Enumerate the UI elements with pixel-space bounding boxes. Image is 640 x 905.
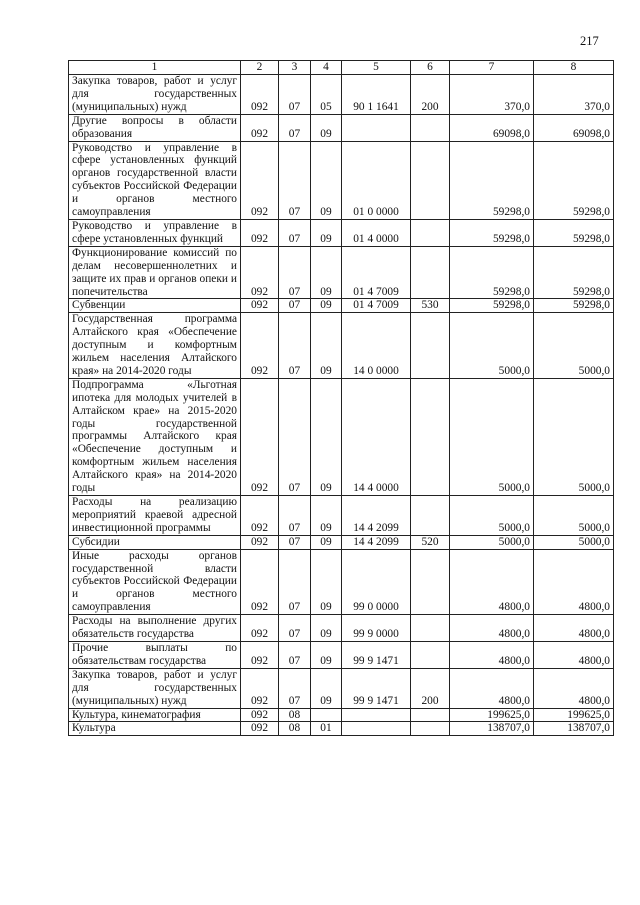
cell-amount-2: 370,0 [534, 75, 614, 115]
cell-expense-type [411, 141, 450, 219]
cell-amount-1: 5000,0 [450, 496, 534, 536]
cell-expense-type [411, 219, 450, 246]
cell-admin-code: 092 [241, 246, 279, 299]
cell-admin-code: 092 [241, 219, 279, 246]
cell-name: Закупка товаров, работ и услуг для государственных (муниципальных) нужд [69, 668, 241, 708]
budget-table [68, 60, 614, 736]
cell-section: 07 [279, 668, 311, 708]
cell-section: 07 [279, 378, 311, 495]
cell-subsection: 09 [311, 114, 342, 141]
cell-admin-code: 092 [241, 549, 279, 615]
cell-amount-1: 4800,0 [450, 668, 534, 708]
cell-subsection: 09 [311, 219, 342, 246]
cell-target-article: 01 4 7009 [342, 299, 411, 313]
table-row [69, 549, 614, 615]
cell-admin-code: 092 [241, 641, 279, 668]
cell-expense-type [411, 378, 450, 495]
cell-amount-1: 5000,0 [450, 313, 534, 379]
cell-name: Другие вопросы в области образования [69, 114, 241, 141]
cell-section: 07 [279, 114, 311, 141]
cell-section: 07 [279, 549, 311, 615]
cell-admin-code: 092 [241, 496, 279, 536]
table-row [69, 496, 614, 536]
table-body [69, 75, 614, 736]
cell-admin-code: 092 [241, 535, 279, 549]
table-row [69, 141, 614, 219]
table-row [69, 313, 614, 379]
cell-section: 07 [279, 299, 311, 313]
table-row [69, 535, 614, 549]
cell-subsection: 09 [311, 246, 342, 299]
cell-section: 07 [279, 641, 311, 668]
table-row [69, 219, 614, 246]
cell-section: 07 [279, 219, 311, 246]
cell-amount-1: 59298,0 [450, 219, 534, 246]
cell-admin-code: 092 [241, 114, 279, 141]
cell-amount-2: 138707,0 [534, 722, 614, 736]
table-row [69, 615, 614, 642]
cell-amount-1: 59298,0 [450, 299, 534, 313]
cell-subsection: 09 [311, 299, 342, 313]
cell-subsection: 09 [311, 615, 342, 642]
cell-target-article: 01 0 0000 [342, 141, 411, 219]
cell-amount-2: 5000,0 [534, 378, 614, 495]
cell-target-article: 99 9 1471 [342, 668, 411, 708]
cell-target-article: 14 0 0000 [342, 313, 411, 379]
header-col-4: 4 [311, 61, 342, 75]
cell-subsection: 09 [311, 535, 342, 549]
cell-amount-1: 69098,0 [450, 114, 534, 141]
cell-admin-code: 092 [241, 141, 279, 219]
cell-name: Субсидии [69, 535, 241, 549]
header-col-6: 6 [411, 61, 450, 75]
cell-amount-2: 5000,0 [534, 313, 614, 379]
cell-section: 08 [279, 708, 311, 722]
cell-admin-code: 092 [241, 75, 279, 115]
cell-amount-1: 4800,0 [450, 641, 534, 668]
cell-expense-type [411, 496, 450, 536]
table-row [69, 668, 614, 708]
cell-subsection: 05 [311, 75, 342, 115]
cell-admin-code: 092 [241, 313, 279, 379]
page-number: 217 [580, 34, 599, 48]
cell-expense-type: 530 [411, 299, 450, 313]
cell-name: Функционирование комиссий по делам несовершеннолетних и защите их прав и органов опеки и попечительства [69, 246, 241, 299]
cell-expense-type [411, 615, 450, 642]
header-col-3: 3 [279, 61, 311, 75]
table-row [69, 246, 614, 299]
table-row [69, 722, 614, 736]
cell-target-article: 01 4 0000 [342, 219, 411, 246]
cell-expense-type: 520 [411, 535, 450, 549]
cell-amount-1: 138707,0 [450, 722, 534, 736]
table-row [69, 114, 614, 141]
cell-subsection: 09 [311, 496, 342, 536]
cell-admin-code: 092 [241, 378, 279, 495]
table-row [69, 641, 614, 668]
cell-target-article: 14 4 2099 [342, 535, 411, 549]
cell-target-article: 99 9 0000 [342, 615, 411, 642]
cell-name: Прочие выплаты по обязательствам государства [69, 641, 241, 668]
cell-target-article: 14 4 0000 [342, 378, 411, 495]
cell-amount-2: 4800,0 [534, 549, 614, 615]
table-row [69, 378, 614, 495]
cell-subsection: 09 [311, 313, 342, 379]
cell-name: Государственная программа Алтайского края «Обеспечение доступным и комфортным жильем населения Алтайского края» на 2014-2020 годы [69, 313, 241, 379]
cell-amount-1: 5000,0 [450, 378, 534, 495]
cell-subsection: 09 [311, 641, 342, 668]
cell-expense-type: 200 [411, 75, 450, 115]
cell-expense-type: 200 [411, 668, 450, 708]
cell-name: Культура, кинематография [69, 708, 241, 722]
cell-section: 07 [279, 496, 311, 536]
cell-section: 07 [279, 75, 311, 115]
cell-admin-code: 092 [241, 708, 279, 722]
header-col-8: 8 [534, 61, 614, 75]
cell-section: 07 [279, 615, 311, 642]
cell-name: Иные расходы органов государственной власти субъектов Российской Федерации и органов местного самоуправления [69, 549, 241, 615]
cell-amount-2: 69098,0 [534, 114, 614, 141]
cell-target-article: 99 0 0000 [342, 549, 411, 615]
cell-amount-1: 199625,0 [450, 708, 534, 722]
cell-expense-type [411, 722, 450, 736]
cell-expense-type [411, 114, 450, 141]
cell-name: Подпрограмма «Льготная ипотека для молодых учителей в Алтайском крае» на 2015-2020 годы государственной программы Алтайского края «Обеспечение доступным и комфортным жильем населения Алтайского края» на 2014-2020 годы [69, 378, 241, 495]
header-col-1: 1 [69, 61, 241, 75]
cell-target-article [342, 114, 411, 141]
cell-amount-2: 199625,0 [534, 708, 614, 722]
cell-amount-2: 5000,0 [534, 496, 614, 536]
cell-target-article: 01 4 7009 [342, 246, 411, 299]
cell-amount-1: 370,0 [450, 75, 534, 115]
header-col-5: 5 [342, 61, 411, 75]
cell-amount-2: 5000,0 [534, 535, 614, 549]
cell-name: Закупка товаров, работ и услуг для государственных (муниципальных) нужд [69, 75, 241, 115]
cell-name: Субвенции [69, 299, 241, 313]
cell-admin-code: 092 [241, 668, 279, 708]
table-row [69, 75, 614, 115]
cell-expense-type [411, 313, 450, 379]
cell-amount-2: 4800,0 [534, 641, 614, 668]
cell-target-article [342, 708, 411, 722]
cell-section: 07 [279, 313, 311, 379]
cell-expense-type [411, 708, 450, 722]
cell-target-article: 99 9 1471 [342, 641, 411, 668]
cell-admin-code: 092 [241, 615, 279, 642]
cell-expense-type [411, 641, 450, 668]
cell-admin-code: 092 [241, 722, 279, 736]
header-row [69, 61, 614, 75]
cell-amount-2: 59298,0 [534, 299, 614, 313]
cell-target-article: 90 1 1641 [342, 75, 411, 115]
cell-subsection: 09 [311, 668, 342, 708]
cell-amount-1: 4800,0 [450, 549, 534, 615]
cell-section: 07 [279, 246, 311, 299]
cell-name: Культура [69, 722, 241, 736]
cell-name: Расходы на реализацию мероприятий краевой адресной инвестиционной программы [69, 496, 241, 536]
cell-section: 07 [279, 141, 311, 219]
header-col-7: 7 [450, 61, 534, 75]
cell-section: 07 [279, 535, 311, 549]
cell-name: Руководство и управление в сфере установленных функций [69, 219, 241, 246]
cell-name: Расходы на выполнение других обязательств государства [69, 615, 241, 642]
cell-amount-1: 59298,0 [450, 246, 534, 299]
cell-target-article [342, 722, 411, 736]
cell-amount-2: 59298,0 [534, 141, 614, 219]
cell-amount-2: 59298,0 [534, 219, 614, 246]
cell-expense-type [411, 549, 450, 615]
header-col-2: 2 [241, 61, 279, 75]
cell-amount-1: 59298,0 [450, 141, 534, 219]
cell-subsection: 09 [311, 378, 342, 495]
cell-subsection: 09 [311, 549, 342, 615]
cell-expense-type [411, 246, 450, 299]
cell-amount-2: 59298,0 [534, 246, 614, 299]
cell-name: Руководство и управление в сфере установленных функций органов государственной власти субъектов Российской Федерации и органов местного самоуправления [69, 141, 241, 219]
cell-amount-2: 4800,0 [534, 668, 614, 708]
cell-amount-1: 4800,0 [450, 615, 534, 642]
cell-section: 08 [279, 722, 311, 736]
cell-subsection: 09 [311, 141, 342, 219]
cell-amount-1: 5000,0 [450, 535, 534, 549]
cell-subsection [311, 708, 342, 722]
cell-admin-code: 092 [241, 299, 279, 313]
table-row [69, 299, 614, 313]
cell-subsection: 01 [311, 722, 342, 736]
cell-amount-2: 4800,0 [534, 615, 614, 642]
cell-target-article: 14 4 2099 [342, 496, 411, 536]
table-row [69, 708, 614, 722]
